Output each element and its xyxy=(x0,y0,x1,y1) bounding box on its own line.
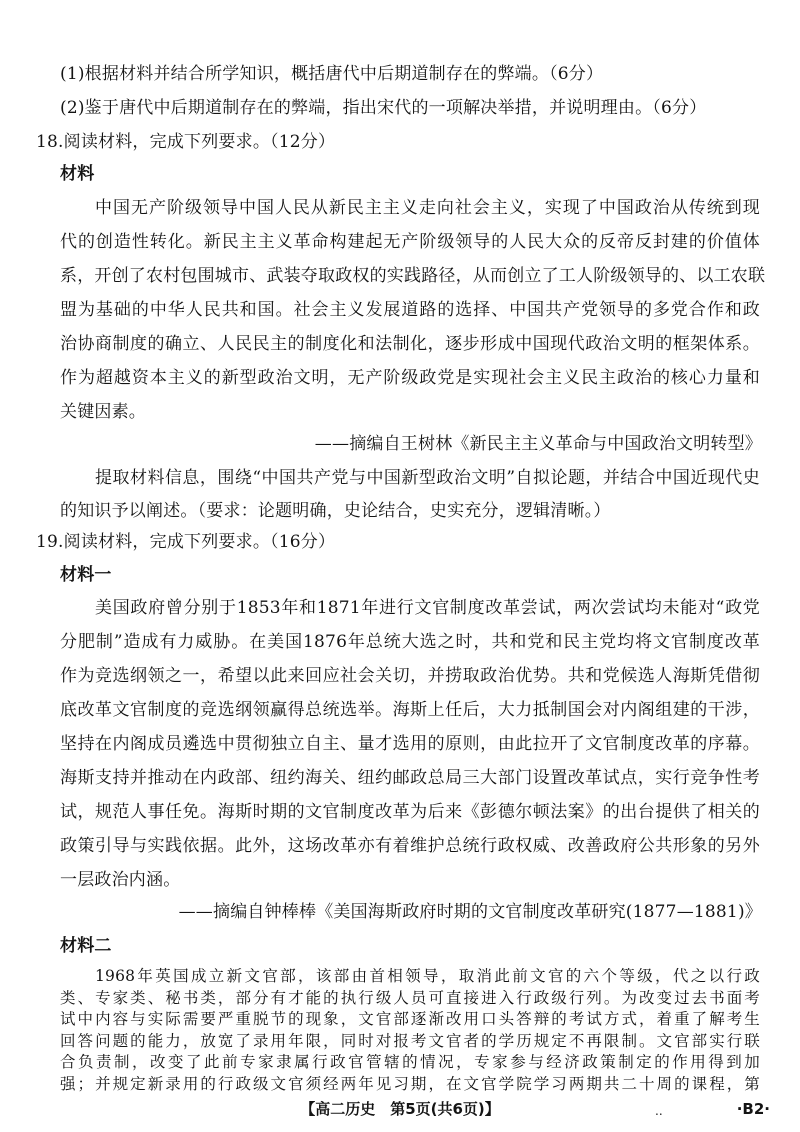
q19-material1-line: 政策引导与实践依据。此外，这场改革亦有着维护总统行政权威、改善政府公共形象的另外 xyxy=(60,836,760,856)
q17-subquestion-1: (1)根据材料并结合所学知识，概括唐代中后期道制存在的弊端。（6分） xyxy=(60,64,604,84)
q18-material-line: 作为超越资本主义的新型政治文明，无产阶级政党是实现社会主义民主政治的核心力量和 xyxy=(60,368,760,388)
q19-material1-label: 材料一 xyxy=(60,565,112,585)
q19-material1-line: 美国政府曾分别于1853年和1871年进行文官制度改革尝试，两次尝试均未能对“政党 xyxy=(95,598,760,618)
q19-material1-line: 海斯支持并推动在内政部、纽约海关、纽约邮政总局三大部门设置改革试点，实行竞争性考 xyxy=(60,768,760,788)
page-footer xyxy=(0,1096,800,1122)
q17-subquestion-2: (2)鉴于唐代中后期道制存在的弊端，指出宋代的一项解决举措，并说明理由。（6分） xyxy=(60,98,707,118)
footer-page-info: 【高二历史 第5页(共6页)】 xyxy=(300,1100,500,1118)
q18-material-label: 材料 xyxy=(60,164,95,184)
q18-heading: 18.阅读材料，完成下列要求。（12分） xyxy=(36,132,336,152)
q19-material2-line: 1968年英国成立新文官部，该部由首相领导，取消此前文官的六个等级，代之以行政 xyxy=(95,967,760,985)
q18-material-line: 中国无产阶级领导中国人民从新民主主义走向社会主义，实现了中国政治从传统到现 xyxy=(95,198,760,218)
q19-material2-line: 回答问题的能力，放宽了录用年限，同时对报考文官者的学历规定不再限制。文官部实行联 xyxy=(60,1031,760,1050)
q19-material1-line: 分肥制”造成有力威胁。在美国1876年总统大选之时，共和党和民主党均将文官制度改革 xyxy=(60,632,760,652)
q19-material1-line: 一层政治内涵。 xyxy=(60,870,181,890)
q18-task-line: 的知识予以阐述。（要求：论题明确，史论结合，史实充分，逻辑清晰。） xyxy=(60,501,611,521)
q19-material1-line: 底改革文官制度的竞选纲领赢得总统选举。海斯上任后，大力抵制国会对内阁组建的干涉， xyxy=(60,700,760,720)
footer-mark: .. xyxy=(655,1104,663,1118)
q18-material-line: 关键因素。 xyxy=(60,402,146,422)
q18-source-citation: ——摘编自王树林《新民主主义革命与中国政治文明转型》 xyxy=(314,434,762,454)
q19-material2-line: 合负责制，改变了此前专家隶属行政官管辖的情况，专家参与经济政策制定的作用得到加 xyxy=(60,1053,760,1071)
q18-task-line: 提取材料信息，围绕“中国共产党与中国新型政治文明”自拟论题，并结合中国近现代史 xyxy=(95,468,760,488)
q18-material-line: 系，开创了农村包围城市、武装夺取政权的实践路径，从而创立了工人阶级领导的、以工农联 xyxy=(60,266,766,286)
q18-material-line: 盟为基础的中华人民共和国。社会主义发展道路的选择、中国共产党领导的多党合作和政 xyxy=(60,300,760,320)
q18-material-line: 代的创造性转化。新民主主义革命构建起无产阶级领导的人民大众的反帝反封建的价值体 xyxy=(60,232,760,252)
q19-source-citation: ——摘编自钟棒棒《美国海斯政府时期的文官制度改革研究(1877—1881)》 xyxy=(178,902,762,922)
q19-material2-line: 强；并规定新录用的行政级文官须经两年见习期，在文官学院学习两期共二十周的课程，第 xyxy=(60,1074,760,1093)
q19-material2-label: 材料二 xyxy=(60,936,112,956)
q19-material1-line: 坚持在内阁成员遴选中贯彻独立自主、量才选用的原则，由此拉开了文官制度改革的序幕。 xyxy=(60,734,760,754)
q19-material2-line: 类、专家类、秘书类，部分有才能的执行级人员可直接进入行政级行列。为改变过去书面考 xyxy=(60,988,760,1007)
footer-paper-code: ·B2· xyxy=(736,1100,770,1118)
q19-material2-line: 试中内容与实际需要严重脱节的现象，文官部逐渐改用口头答辩的考试方式，着重了解考生 xyxy=(60,1010,760,1028)
q19-heading: 19.阅读材料，完成下列要求。（16分） xyxy=(36,532,336,552)
q19-material1-line: 试，规范人事任免。海斯时期的文官制度改革为后来《彭德尔顿法案》的出台提供了相关的 xyxy=(60,802,760,822)
q19-material1-line: 作为竞选纲领之一，希望以此来回应社会关切，并捞取政治优势。共和党候选人海斯凭借彻 xyxy=(60,666,760,686)
q18-material-line: 治协商制度的确立、人民民主的制度化和法制化，逐步形成中国现代政治文明的框架体系。 xyxy=(60,334,760,354)
